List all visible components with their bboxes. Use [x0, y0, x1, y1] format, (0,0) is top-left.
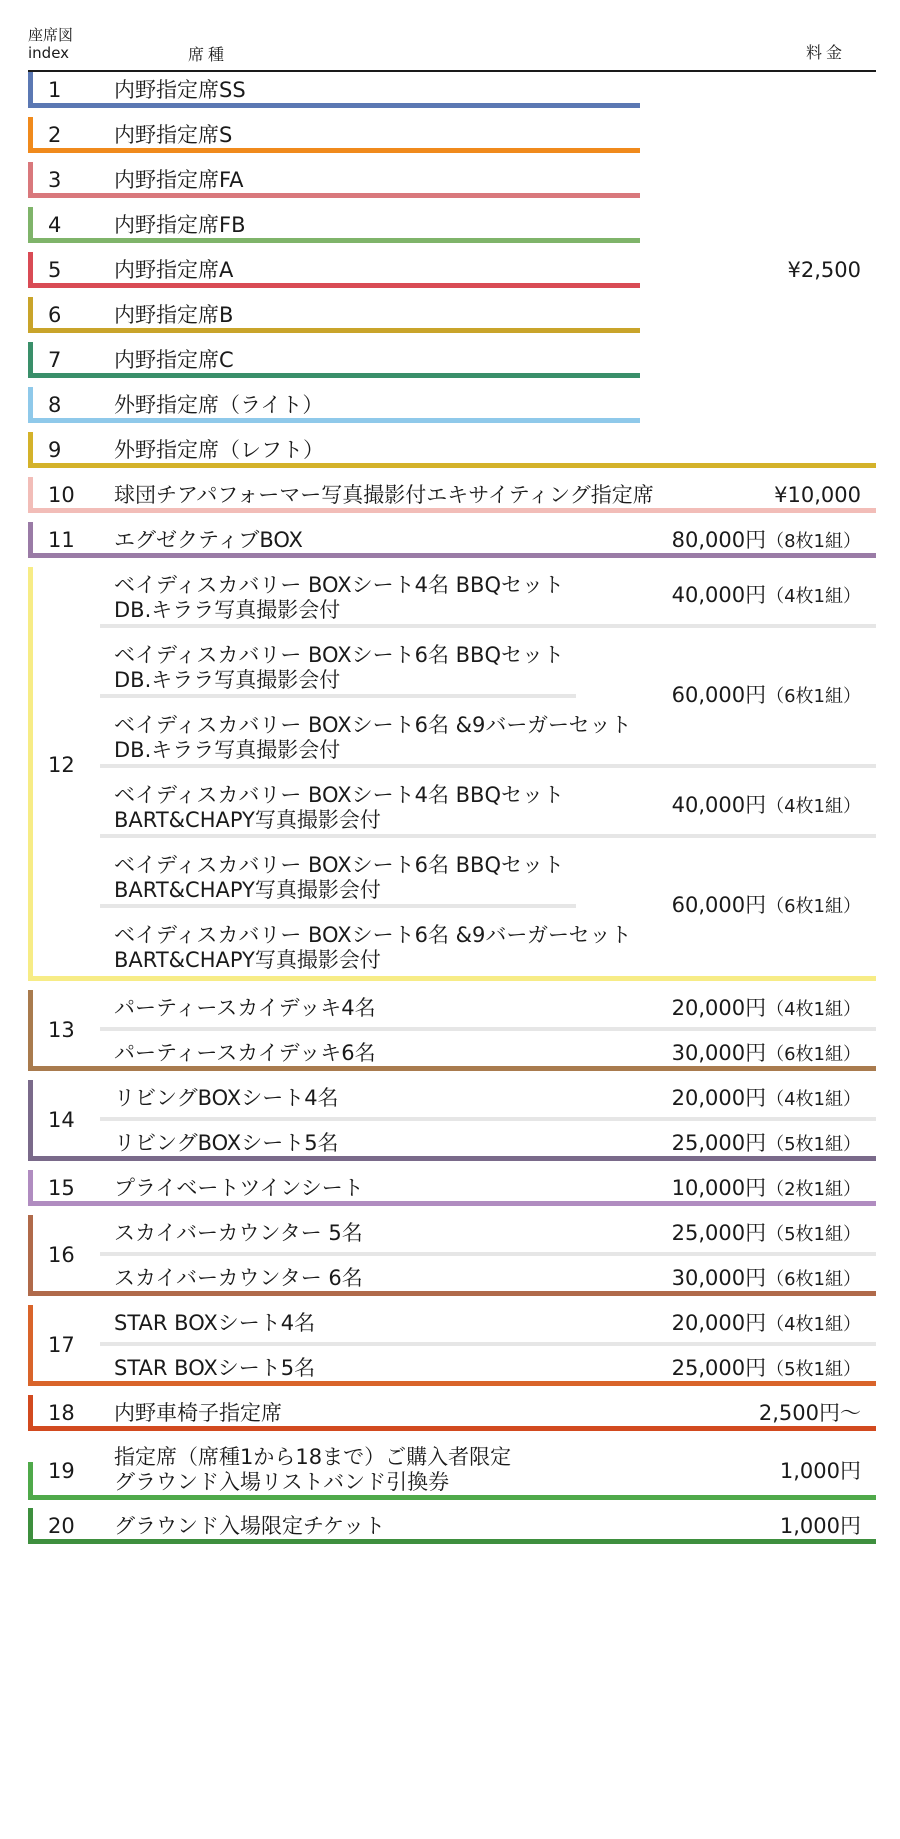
price-note: （6枚1組） [766, 1269, 861, 1290]
seat-row-18 [28, 1395, 876, 1431]
seat-name: 内野車椅子指定席 [114, 1401, 282, 1425]
seat-name: 内野指定席S [114, 123, 233, 147]
row-color-bar [28, 1305, 33, 1386]
table-header [28, 22, 876, 72]
price-note: （5枚1組） [766, 1359, 861, 1380]
row-underline [28, 976, 876, 981]
price-column-header: 料金 [805, 43, 846, 62]
seat-price [672, 792, 861, 820]
seat-row-6 [28, 297, 876, 333]
seat-name: スカイバーカウンター 5名 [114, 1221, 363, 1245]
seat-name: エグゼクティブBOX [114, 528, 303, 552]
seat-name-line2: グラウンド入場リストバンド引換券 [114, 1470, 450, 1494]
row-separator [100, 1342, 876, 1346]
price-amount: 40,000円 [671, 583, 767, 607]
seat-price: 1,000円 [779, 1514, 861, 1538]
seat-name-line2: DB.キララ写真撮影会付 [114, 668, 341, 692]
seat-row-12 [28, 567, 876, 981]
seat-name: 外野指定席（ライト） [114, 393, 324, 417]
seat-name-line1: ベイディスカバリー BOXシート4名 BBQセット [114, 783, 564, 807]
seat-index: 8 [48, 393, 62, 417]
seat-index: 1 [48, 78, 62, 102]
seat-index: 5 [48, 258, 62, 282]
seat-index: 20 [48, 1514, 75, 1538]
seat-row-10 [28, 477, 876, 513]
seat-price [672, 1265, 861, 1293]
seat-row-19 [28, 1440, 876, 1500]
seat-name: 球団チアパフォーマー写真撮影付エキサイティング指定席 [114, 483, 654, 507]
price-amount: 30,000円 [671, 1041, 767, 1065]
seat-name: 外野指定席（レフト） [114, 438, 324, 462]
seat-row-20 [28, 1508, 876, 1544]
row-color-bar [28, 1215, 33, 1296]
seat-index: 17 [48, 1333, 75, 1357]
row-separator [100, 834, 876, 838]
seat-index: 4 [48, 213, 62, 237]
row-separator [100, 764, 876, 768]
price-amount: 20,000円 [671, 996, 767, 1020]
seat-price [672, 1355, 861, 1383]
seat-price [672, 527, 861, 555]
seat-index: 18 [48, 1401, 75, 1425]
seat-row-4 [28, 207, 876, 243]
seat-index: 3 [48, 168, 62, 192]
seat-name-line1: ベイディスカバリー BOXシート6名 BBQセット [114, 853, 564, 877]
seat-price [672, 1175, 861, 1203]
price-note: （4枚1組） [766, 1089, 861, 1110]
seat-row-13 [28, 990, 876, 1071]
row-separator [100, 1117, 876, 1121]
seat-row-14 [28, 1080, 876, 1161]
seat-name: プライベートツインシート [114, 1176, 364, 1200]
seat-row-11 [28, 522, 876, 558]
seat-name: パーティースカイデッキ6名 [114, 1041, 376, 1065]
row-color-bar [28, 1080, 33, 1161]
price-amount: 20,000円 [671, 1086, 767, 1110]
seat-name: 内野指定席FA [114, 168, 244, 192]
seat-name-line2: BART&CHAPY写真撮影会付 [114, 808, 381, 832]
seat-row-2 [28, 117, 876, 153]
price-note: （5枚1組） [766, 1224, 861, 1245]
seat-row-15 [28, 1170, 876, 1206]
seat-index: 6 [48, 303, 62, 327]
seat-index: 19 [48, 1459, 75, 1483]
row-separator [100, 1027, 876, 1031]
price-note: （8枚1組） [766, 531, 861, 552]
row-color-bar [28, 567, 33, 981]
price-note: （4枚1組） [766, 999, 861, 1020]
seat-index: 13 [48, 1018, 75, 1042]
seat-type-column-header: 席種 [188, 45, 229, 64]
index-column-header [28, 26, 73, 62]
index-label-jp: 座席図 [28, 26, 74, 44]
seat-name-line1: ベイディスカバリー BOXシート4名 BBQセット [114, 573, 564, 597]
seat-name-line1: ベイディスカバリー BOXシート6名 BBQセット [114, 643, 564, 667]
price-amount: 60,000円 [671, 683, 767, 707]
seat-name-line2: BART&CHAPY写真撮影会付 [114, 948, 381, 972]
seat-index: 11 [48, 528, 75, 552]
seat-name-line2: BART&CHAPY写真撮影会付 [114, 878, 381, 902]
seat-index: 2 [48, 123, 62, 147]
seat-price: 1,000円 [779, 1459, 861, 1483]
seat-name: 内野指定席A [114, 258, 234, 282]
seat-price [672, 582, 861, 610]
price-note: （5枚1組） [766, 1134, 861, 1155]
price-note: （2枚1組） [766, 1179, 861, 1200]
seat-row-9 [28, 432, 876, 468]
seat-price [672, 1040, 861, 1068]
row-separator [100, 1252, 876, 1256]
seat-row-1 [28, 72, 876, 108]
shared-price-rows-1-9: ¥2,500 [787, 258, 861, 282]
seat-name: リビングBOXシート4名 [114, 1086, 339, 1110]
seat-name-line1: ベイディスカバリー BOXシート6名 &9バーガーセット [114, 713, 632, 737]
seat-price [672, 1310, 861, 1338]
seat-name: リビングBOXシート5名 [114, 1131, 339, 1155]
seat-price [672, 1130, 861, 1158]
row-color-bar [28, 990, 33, 1071]
seat-name: STAR BOXシート5名 [114, 1356, 316, 1380]
seat-name-line1: 指定席（席種1から18まで）ご購入者限定 [114, 1445, 512, 1469]
price-note: （4枚1組） [766, 1314, 861, 1335]
seat-price: ¥10,000 [774, 483, 861, 507]
price-amount: 25,000円 [671, 1356, 767, 1380]
price-note: （4枚1組） [766, 586, 861, 607]
seat-index: 12 [48, 753, 75, 777]
seat-index: 9 [48, 438, 62, 462]
price-amount: 25,000円 [671, 1131, 767, 1155]
seat-price: 2,500円～ [758, 1401, 861, 1425]
seat-name-line2: DB.キララ写真撮影会付 [114, 598, 341, 622]
row-separator [100, 904, 576, 908]
seat-name-line1: ベイディスカバリー BOXシート6名 &9バーガーセット [114, 923, 632, 947]
seat-price [672, 682, 861, 710]
price-note: （6枚1組） [766, 1044, 861, 1065]
price-note: （6枚1組） [766, 896, 861, 917]
price-amount: 80,000円 [671, 528, 767, 552]
seat-row-8 [28, 387, 876, 423]
seat-row-3 [28, 162, 876, 198]
price-amount: 40,000円 [671, 793, 767, 817]
seat-name: スカイバーカウンター 6名 [114, 1266, 363, 1290]
price-amount: 30,000円 [671, 1266, 767, 1290]
seat-price [672, 1085, 861, 1113]
seat-name: 内野指定席FB [114, 213, 246, 237]
seat-name: 内野指定席SS [114, 78, 246, 102]
seat-name: STAR BOXシート4名 [114, 1311, 316, 1335]
seat-name-line2: DB.キララ写真撮影会付 [114, 738, 341, 762]
price-amount: 20,000円 [671, 1311, 767, 1335]
seat-row-5 [28, 252, 876, 288]
seat-index: 15 [48, 1176, 75, 1200]
seat-name: パーティースカイデッキ4名 [114, 996, 376, 1020]
row-separator [100, 694, 576, 698]
seat-index: 16 [48, 1243, 75, 1267]
seat-price [672, 995, 861, 1023]
price-amount: 10,000円 [671, 1176, 767, 1200]
seat-name: グラウンド入場限定チケット [114, 1514, 386, 1538]
price-amount: 60,000円 [671, 893, 767, 917]
row-separator [100, 624, 876, 628]
index-label-en: index [28, 44, 70, 62]
seat-index: 7 [48, 348, 62, 372]
seat-name: 内野指定席B [114, 303, 234, 327]
seat-row-16 [28, 1215, 876, 1296]
price-note: （6枚1組） [766, 686, 861, 707]
price-note: （4枚1組） [766, 796, 861, 817]
seat-index: 10 [48, 483, 75, 507]
seat-row-17 [28, 1305, 876, 1386]
seat-price [672, 1220, 861, 1248]
price-amount: 25,000円 [671, 1221, 767, 1245]
seat-name: 内野指定席C [114, 348, 234, 372]
seat-index: 14 [48, 1108, 75, 1132]
seat-price [672, 892, 861, 920]
seat-row-7 [28, 342, 876, 378]
